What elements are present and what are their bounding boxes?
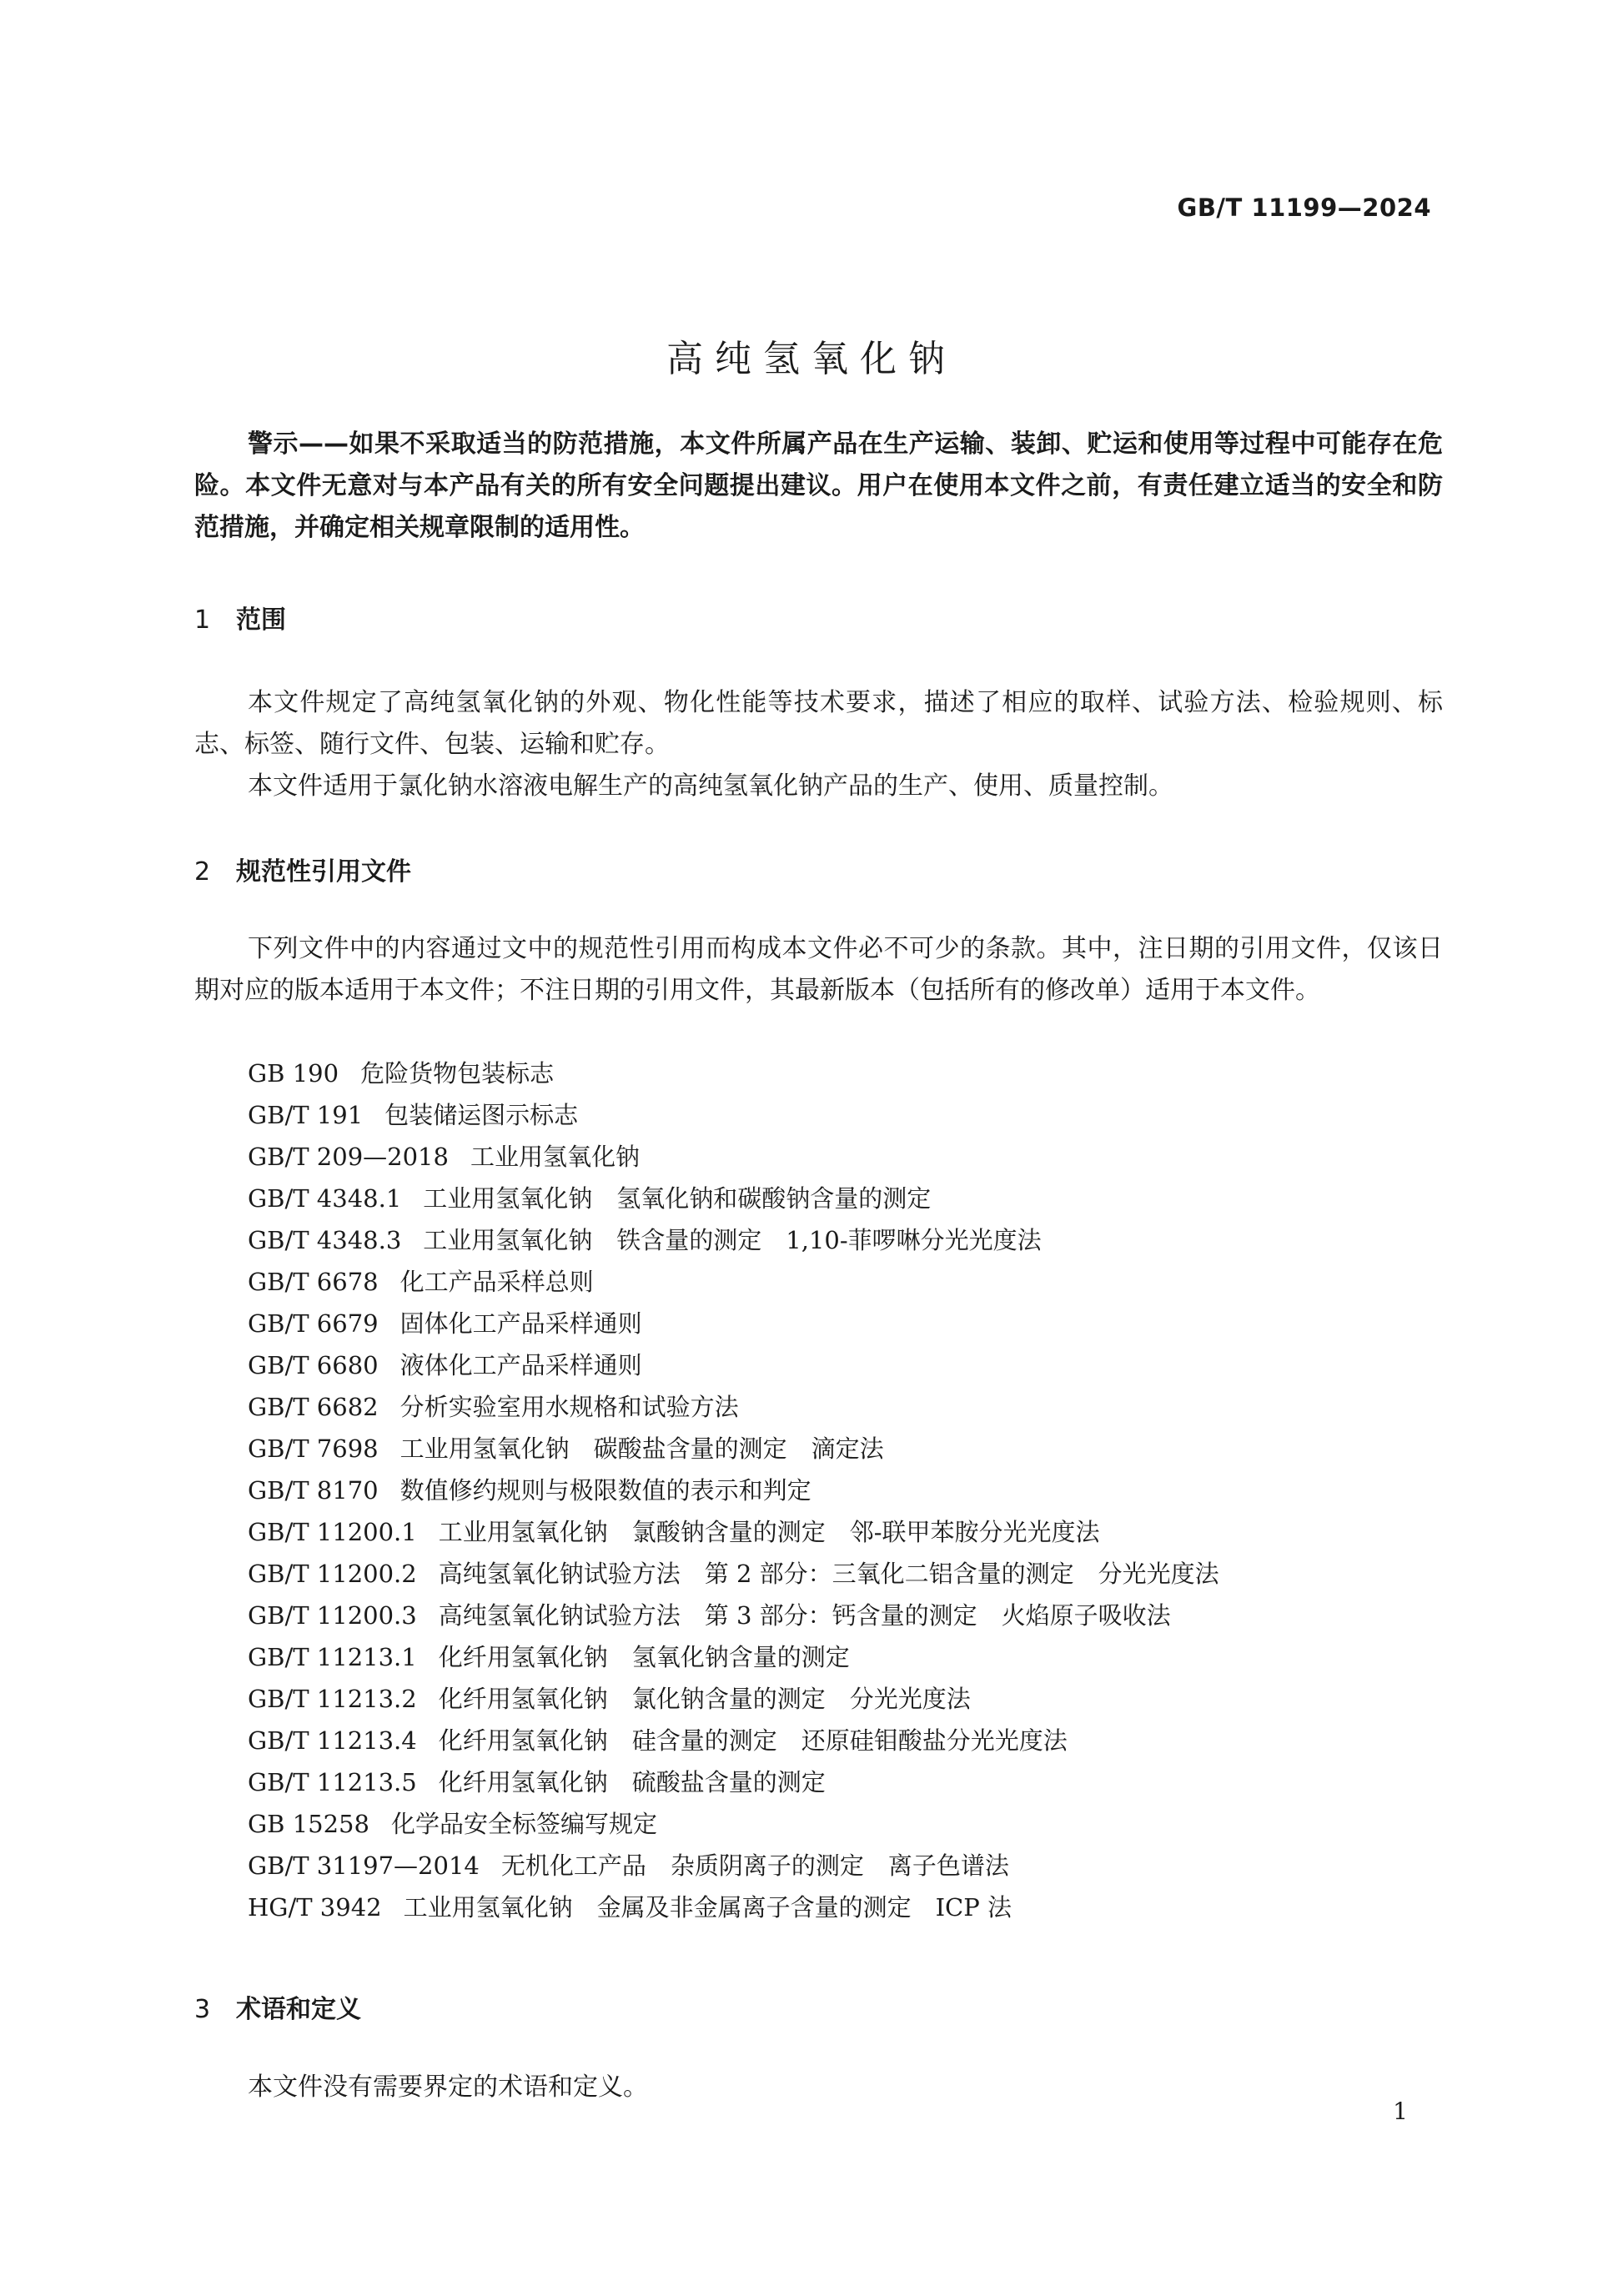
section-2-heading bbox=[194, 851, 411, 887]
warning-text: 警示——如果不采取适当的防范措施，本文件所属产品在生产运输、装卸、贮运和使用等过程中可能存在危险。本文件无意对与本产品有关的所有安全问题提出建议。用户在使用本文件之前，有责任建立适当的安全和防范措施，并确定相关规章限制的适用性。 bbox=[194, 430, 1443, 542]
reference-item bbox=[248, 1053, 1219, 1094]
reference-item bbox=[248, 1219, 1219, 1261]
scope-paragraph-1: 本文件规定了高纯氢氧化钠的外观、物化性能等技术要求，描述了相应的取样、试验方法、检验规则、标志、标签、随行文件、包装、运输和贮存。 bbox=[194, 688, 1443, 759]
reference-title: 化纤用氢氧化钠 硅含量的测定 还原硅钼酸盐分光光度法 bbox=[438, 1726, 1068, 1755]
reference-code: GB/T 6679 bbox=[248, 1309, 379, 1338]
reference-title: 工业用氢氧化钠 氯酸钠含量的测定 邻-联甲苯胺分光光度法 bbox=[438, 1518, 1100, 1546]
reference-code: GB/T 7698 bbox=[248, 1434, 379, 1463]
reference-code: GB/T 11200.3 bbox=[248, 1601, 417, 1630]
reference-code: GB/T 11213.5 bbox=[248, 1768, 417, 1796]
section-title: 范围 bbox=[236, 605, 286, 635]
section-title: 术语和定义 bbox=[236, 1995, 361, 2024]
reference-item bbox=[248, 1178, 1219, 1219]
reference-title: 化纤用氢氧化钠 氯化钠含量的测定 分光光度法 bbox=[438, 1685, 971, 1713]
reference-title: 无机化工产品 杂质阴离子的测定 离子色谱法 bbox=[500, 1851, 1009, 1880]
section-number: 2 bbox=[194, 857, 211, 887]
reference-code: GB/T 11213.4 bbox=[248, 1726, 417, 1755]
reference-item bbox=[248, 1803, 1219, 1845]
reference-item bbox=[248, 1553, 1219, 1595]
reference-code: GB/T 209—2018 bbox=[248, 1143, 449, 1171]
reference-title: 工业用氢氧化钠 氢氧化钠和碳酸钠含量的测定 bbox=[423, 1184, 932, 1213]
reference-title: 化工产品采样总则 bbox=[399, 1268, 594, 1296]
reference-title: 数值修约规则与极限数值的表示和判定 bbox=[399, 1476, 812, 1505]
reference-item bbox=[248, 1720, 1219, 1761]
reference-code: GB/T 11213.2 bbox=[248, 1685, 417, 1713]
reference-code: GB/T 11200.1 bbox=[248, 1518, 417, 1546]
reference-title: 固体化工产品采样通则 bbox=[399, 1309, 642, 1338]
reference-code: GB/T 4348.1 bbox=[248, 1184, 402, 1213]
reference-code: GB/T 8170 bbox=[248, 1476, 379, 1505]
reference-item bbox=[248, 1136, 1219, 1178]
reference-title: 工业用氢氧化钠 铁含量的测定 1,10-菲啰啉分光光度法 bbox=[423, 1226, 1042, 1254]
reference-title: 化纤用氢氧化钠 氢氧化钠含量的测定 bbox=[438, 1643, 850, 1671]
reference-item bbox=[248, 1344, 1219, 1386]
reference-item bbox=[248, 1511, 1219, 1553]
references-intro-paragraph: 下列文件中的内容通过文中的规范性引用而构成本文件必不可少的条款。其中，注日期的引用文件，仅该日期对应的版本适用于本文件；不注日期的引用文件，其最新版本（包括所有的修改单）适用于本文件。 bbox=[194, 934, 1443, 1005]
reference-title: 工业用氢氧化钠 金属及非金属离子含量的测定 ICP 法 bbox=[403, 1893, 1012, 1922]
reference-item bbox=[248, 1595, 1219, 1636]
reference-item bbox=[248, 1845, 1219, 1887]
reference-title: 危险货物包装标志 bbox=[360, 1059, 555, 1088]
page-number: 1 bbox=[1393, 2098, 1408, 2125]
section-3-heading bbox=[194, 1988, 361, 2025]
standard-code: GB/T 11199—2024 bbox=[1177, 193, 1431, 222]
section-title: 规范性引用文件 bbox=[236, 857, 411, 887]
reference-item bbox=[248, 1761, 1219, 1803]
reference-title: 工业用氢氧化钠 bbox=[470, 1143, 640, 1171]
reference-code: GB/T 4348.3 bbox=[248, 1226, 402, 1254]
reference-title: 高纯氢氧化钠试验方法 第 3 部分：钙含量的测定 火焰原子吸收法 bbox=[438, 1601, 1171, 1630]
reference-item bbox=[248, 1887, 1219, 1928]
reference-code: GB/T 6680 bbox=[248, 1351, 379, 1379]
reference-item bbox=[248, 1094, 1219, 1136]
section-1-heading bbox=[194, 599, 286, 636]
references-list bbox=[248, 1053, 1219, 1928]
reference-title: 高纯氢氧化钠试验方法 第 2 部分：三氧化二铝含量的测定 分光光度法 bbox=[438, 1560, 1219, 1588]
reference-title: 液体化工产品采样通则 bbox=[399, 1351, 642, 1379]
reference-title: 化纤用氢氧化钠 硫酸盐含量的测定 bbox=[438, 1768, 826, 1796]
reference-code: HG/T 3942 bbox=[248, 1893, 382, 1922]
terms-paragraph: 本文件没有需要界定的术语和定义。 bbox=[248, 2072, 648, 2102]
reference-title: 化学品安全标签编写规定 bbox=[390, 1810, 657, 1838]
reference-code: GB/T 6678 bbox=[248, 1268, 379, 1296]
reference-code: GB/T 6682 bbox=[248, 1393, 379, 1421]
reference-item bbox=[248, 1470, 1219, 1511]
reference-code: GB/T 11213.1 bbox=[248, 1643, 417, 1671]
section-number: 3 bbox=[194, 1995, 211, 2024]
reference-code: GB 15258 bbox=[248, 1810, 369, 1838]
reference-title: 分析实验室用水规格和试验方法 bbox=[399, 1393, 739, 1421]
reference-item bbox=[248, 1678, 1219, 1720]
reference-item bbox=[248, 1386, 1219, 1428]
reference-title: 工业用氢氧化钠 碳酸盐含量的测定 滴定法 bbox=[399, 1434, 884, 1463]
scope-paragraph-2: 本文件适用于氯化钠水溶液电解生产的高纯氢氧化钠产品的生产、使用、质量控制。 bbox=[248, 771, 1173, 801]
section-number: 1 bbox=[194, 605, 211, 635]
reference-item bbox=[248, 1428, 1219, 1470]
reference-item bbox=[248, 1261, 1219, 1303]
reference-title: 包装储运图示标志 bbox=[384, 1101, 579, 1129]
reference-code: GB 190 bbox=[248, 1059, 339, 1088]
reference-item bbox=[248, 1303, 1219, 1344]
page-title: 高纯氢氧化钠 bbox=[666, 338, 957, 380]
reference-code: GB/T 191 bbox=[248, 1101, 364, 1129]
reference-item bbox=[248, 1636, 1219, 1678]
reference-code: GB/T 11200.2 bbox=[248, 1560, 417, 1588]
reference-code: GB/T 31197—2014 bbox=[248, 1851, 480, 1880]
